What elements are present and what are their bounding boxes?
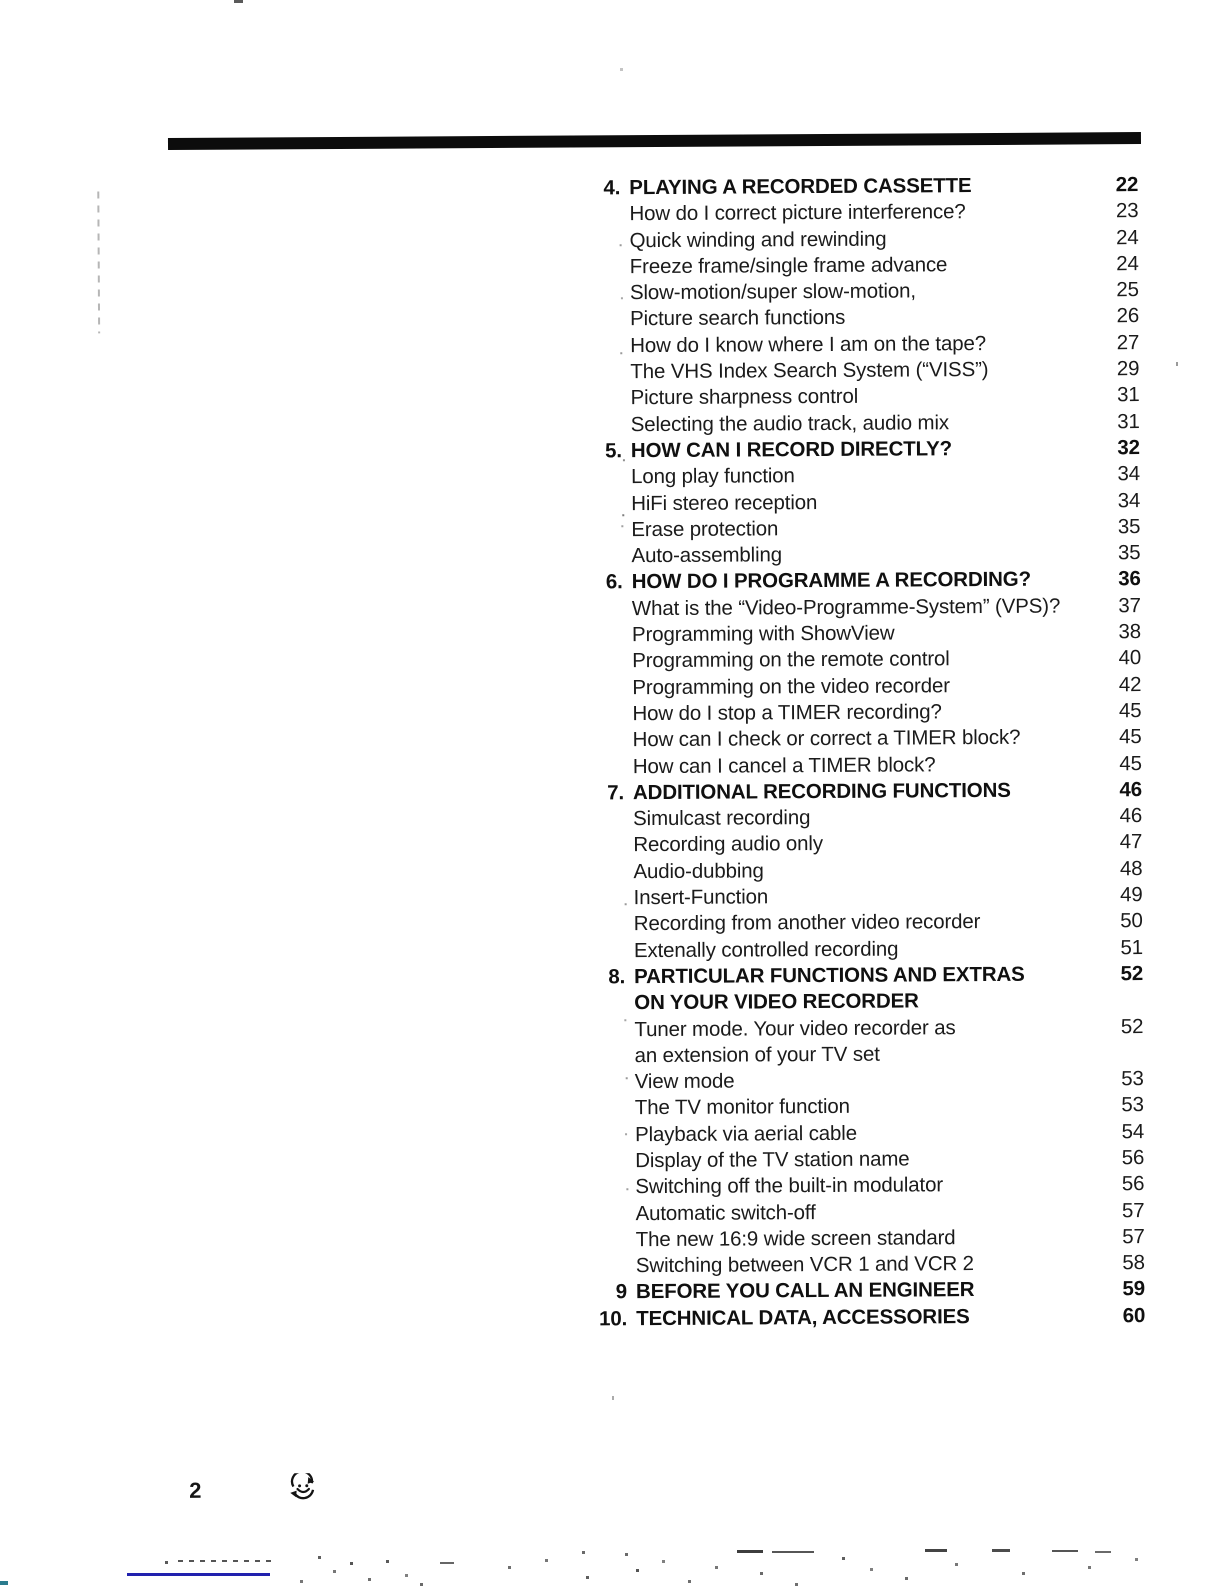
toc-page-number: 35 xyxy=(1090,540,1140,567)
toc-page-number: 31 xyxy=(1090,409,1140,436)
toc-page-number: 38 xyxy=(1091,619,1141,646)
toc-entry-title: HiFi stereo reception xyxy=(631,488,1090,517)
toc-page-number: 37 xyxy=(1091,593,1141,620)
toc-entry-title: Selecting the audio track, audio mix xyxy=(631,409,1090,438)
toc-entry-title: How can I cancel a TIMER block? xyxy=(633,751,1092,780)
toc-section-number: 7. xyxy=(592,780,633,807)
toc-entry-title: Insert-Function xyxy=(634,882,1093,911)
toc-row xyxy=(589,356,1139,386)
toc-entry-title: Audio-dubbing xyxy=(633,856,1092,885)
toc-row xyxy=(593,961,1143,991)
toc-page-number: 54 xyxy=(1094,1119,1144,1146)
scan-noise-dash xyxy=(737,1550,763,1553)
toc-page-number: 56 xyxy=(1094,1145,1144,1172)
toc-row xyxy=(589,225,1139,255)
toc-row xyxy=(594,1066,1144,1096)
scan-noise-dash xyxy=(440,1562,454,1564)
toc-page-number: 46 xyxy=(1092,803,1142,830)
toc-row xyxy=(589,251,1139,281)
toc-row xyxy=(595,1277,1145,1307)
toc-row xyxy=(593,1040,1143,1070)
toc-entry-title: Switching between VCR 1 and VCR 2 xyxy=(636,1251,1095,1280)
scan-noise-dash xyxy=(772,1551,814,1553)
toc-entry-title: ON YOUR VIDEO RECORDER xyxy=(634,988,1093,1017)
toc-entry-title: View mode xyxy=(635,1066,1094,1095)
scan-noise-dotted-line xyxy=(178,1560,274,1562)
toc-page-number: 25 xyxy=(1089,277,1139,304)
toc-row xyxy=(588,172,1138,202)
toc-page-number: 56 xyxy=(1094,1171,1144,1198)
toc-page-number: 32 xyxy=(1090,435,1140,462)
toc-row xyxy=(589,382,1139,412)
toc-entry-title: HOW DO I PROGRAMME A RECORDING? xyxy=(632,567,1091,596)
toc-entry-title: Programming on the video recorder xyxy=(632,672,1091,701)
toc-row xyxy=(591,593,1141,623)
toc-row xyxy=(589,330,1139,360)
toc-page-number: 47 xyxy=(1092,829,1142,856)
scan-noise-dot xyxy=(1176,362,1178,366)
toc-row xyxy=(590,435,1140,465)
toc-entry-title: How do I stop a TIMER recording? xyxy=(632,698,1091,727)
toc-row xyxy=(590,409,1140,439)
toc-row xyxy=(595,1303,1145,1333)
toc-page-number: 31 xyxy=(1089,382,1139,409)
toc-page-number: 40 xyxy=(1091,645,1141,672)
toc-page-number: 48 xyxy=(1092,856,1142,883)
recycle-smiley-icon xyxy=(288,1473,318,1503)
toc-row xyxy=(588,198,1138,228)
toc-entry-title: BEFORE YOU CALL AN ENGINEER xyxy=(636,1277,1095,1306)
table-of-contents xyxy=(588,172,1145,1332)
toc-page-number: 45 xyxy=(1092,724,1142,751)
toc-page-number: 24 xyxy=(1089,251,1139,278)
toc-entry-title: How can I check or correct a TIMER block? xyxy=(633,725,1092,754)
toc-page-number: 51 xyxy=(1093,935,1143,962)
toc-row xyxy=(593,882,1143,912)
toc-entry-title: PARTICULAR FUNCTIONS AND EXTRAS xyxy=(634,961,1093,990)
toc-entry-title: Freeze frame/single frame advance xyxy=(630,251,1089,280)
toc-row xyxy=(594,1171,1144,1201)
toc-row xyxy=(593,908,1143,938)
toc-entry-title: Programming on the remote control xyxy=(632,646,1091,675)
scan-artifact-vertical-dashes xyxy=(97,191,100,333)
header-rule xyxy=(168,132,1141,150)
toc-page-number: 34 xyxy=(1090,461,1140,488)
scan-artifact-corner-mark xyxy=(0,1581,8,1585)
toc-entry-title: Tuner mode. Your video recorder as xyxy=(634,1014,1093,1043)
toc-entry-title: Picture search functions xyxy=(630,304,1089,333)
toc-entry-title: Programming with ShowView xyxy=(632,619,1091,648)
toc-page-number: 52 xyxy=(1093,1014,1143,1041)
toc-section-number: 8. xyxy=(593,964,634,991)
toc-entry-title: How do I correct picture interference? xyxy=(629,199,1088,228)
toc-section-number: 9 xyxy=(595,1280,636,1307)
toc-entry-title: ADDITIONAL RECORDING FUNCTIONS xyxy=(633,777,1092,806)
toc-row xyxy=(591,672,1141,702)
toc-row xyxy=(593,935,1143,965)
scan-noise-dash xyxy=(992,1549,1010,1552)
scan-noise-dash xyxy=(1052,1550,1078,1552)
toc-row xyxy=(590,514,1140,544)
toc-page-number: 29 xyxy=(1089,356,1139,383)
toc-entry-title: What is the “Video-Programme-System” (VPS)? xyxy=(632,593,1091,622)
toc-entry-title: Playback via aerial cable xyxy=(635,1119,1094,1148)
toc-page-number: 27 xyxy=(1089,330,1139,357)
toc-entry-title: The new 16:9 wide screen standard xyxy=(636,1224,1095,1253)
toc-row xyxy=(593,1014,1143,1044)
toc-page-number: 42 xyxy=(1091,672,1141,699)
toc-section-number: 6. xyxy=(591,570,632,597)
toc-page-number: 35 xyxy=(1090,514,1140,541)
toc-row xyxy=(594,1145,1144,1175)
toc-page-number: 57 xyxy=(1095,1224,1145,1251)
toc-row xyxy=(591,619,1141,649)
toc-entry-title: Quick winding and rewinding xyxy=(630,225,1089,254)
toc-page-number: 26 xyxy=(1089,304,1139,331)
toc-row xyxy=(592,803,1142,833)
toc-row xyxy=(591,645,1141,675)
scan-noise-dot xyxy=(620,68,623,71)
scan-noise-dash xyxy=(234,0,243,3)
toc-row xyxy=(593,987,1143,1017)
toc-row xyxy=(594,1092,1144,1122)
toc-entry-title: How do I know where I am on the tape? xyxy=(630,330,1089,359)
scan-noise-dash xyxy=(925,1549,947,1552)
toc-page-number: 59 xyxy=(1095,1277,1145,1304)
toc-page-number: 53 xyxy=(1094,1092,1144,1119)
toc-row xyxy=(590,540,1140,570)
toc-entry-title: Erase protection xyxy=(631,514,1090,543)
toc-page-number: 24 xyxy=(1089,225,1139,252)
toc-row xyxy=(591,698,1141,728)
toc-entry-title: Long play function xyxy=(631,462,1090,491)
scan-noise-dot xyxy=(612,1396,614,1400)
toc-row xyxy=(592,777,1142,807)
scan-artifact-blue-line xyxy=(127,1573,270,1576)
toc-entry-title: Recording audio only xyxy=(633,830,1092,859)
toc-page-number: 34 xyxy=(1090,488,1140,515)
toc-row xyxy=(590,488,1140,518)
scan-noise-dots xyxy=(0,0,3,3)
toc-page-number: 50 xyxy=(1093,908,1143,935)
toc-entry-title: Switching off the built-in modulator xyxy=(635,1172,1094,1201)
toc-entry-title: HOW CAN I RECORD DIRECTLY? xyxy=(631,435,1090,464)
toc-row xyxy=(595,1250,1145,1280)
toc-page-number: 52 xyxy=(1093,961,1143,988)
toc-page-number: 57 xyxy=(1094,1198,1144,1225)
toc-page-number: 36 xyxy=(1091,567,1141,594)
toc-page-number: 45 xyxy=(1091,698,1141,725)
toc-section-number: 10. xyxy=(595,1306,636,1333)
toc-entry-title: Auto-assembling xyxy=(631,541,1090,570)
toc-row xyxy=(592,856,1142,886)
toc-entry-title: Simulcast recording xyxy=(633,803,1092,832)
toc-entry-title: Picture sharpness control xyxy=(630,383,1089,412)
toc-entry-title: The VHS Index Search System (“VISS”) xyxy=(630,356,1089,385)
toc-entry-title: Slow-motion/super slow-motion, xyxy=(630,278,1089,307)
toc-page-number: 46 xyxy=(1092,777,1142,804)
toc-page-number: 53 xyxy=(1094,1066,1144,1093)
toc-row xyxy=(594,1119,1144,1149)
toc-page-number: 60 xyxy=(1095,1303,1145,1330)
toc-row xyxy=(592,724,1142,754)
toc-row xyxy=(595,1224,1145,1254)
toc-entry-title: PLAYING A RECORDED CASSETTE xyxy=(629,172,1088,201)
page-number: 2 xyxy=(189,1478,201,1504)
toc-section-number: 5. xyxy=(590,438,631,465)
toc-row xyxy=(592,751,1142,781)
toc-page-number: 22 xyxy=(1088,172,1138,199)
toc-row xyxy=(590,461,1140,491)
toc-entry-title: an extension of your TV set xyxy=(634,1040,1093,1069)
toc-entry-title: Recording from another video recorder xyxy=(634,909,1093,938)
toc-row xyxy=(592,829,1142,859)
toc-row xyxy=(594,1198,1144,1228)
scan-noise-dash xyxy=(1095,1551,1111,1553)
toc-entry-title: Automatic switch-off xyxy=(635,1198,1094,1227)
toc-row xyxy=(589,277,1139,307)
toc-section-number: 4. xyxy=(588,175,629,202)
toc-entry-title: TECHNICAL DATA, ACCESSORIES xyxy=(636,1303,1095,1332)
toc-entry-title: The TV monitor function xyxy=(635,1093,1094,1122)
toc-page-number: 49 xyxy=(1093,882,1143,909)
toc-row xyxy=(591,567,1141,597)
toc-page-number: 58 xyxy=(1095,1250,1145,1277)
toc-entry-title: Display of the TV station name xyxy=(635,1145,1094,1174)
toc-page-number: 45 xyxy=(1092,751,1142,778)
toc-page-number: 23 xyxy=(1088,198,1138,225)
toc-row xyxy=(589,304,1139,334)
toc-entry-title: Extenally controlled recording xyxy=(634,935,1093,964)
